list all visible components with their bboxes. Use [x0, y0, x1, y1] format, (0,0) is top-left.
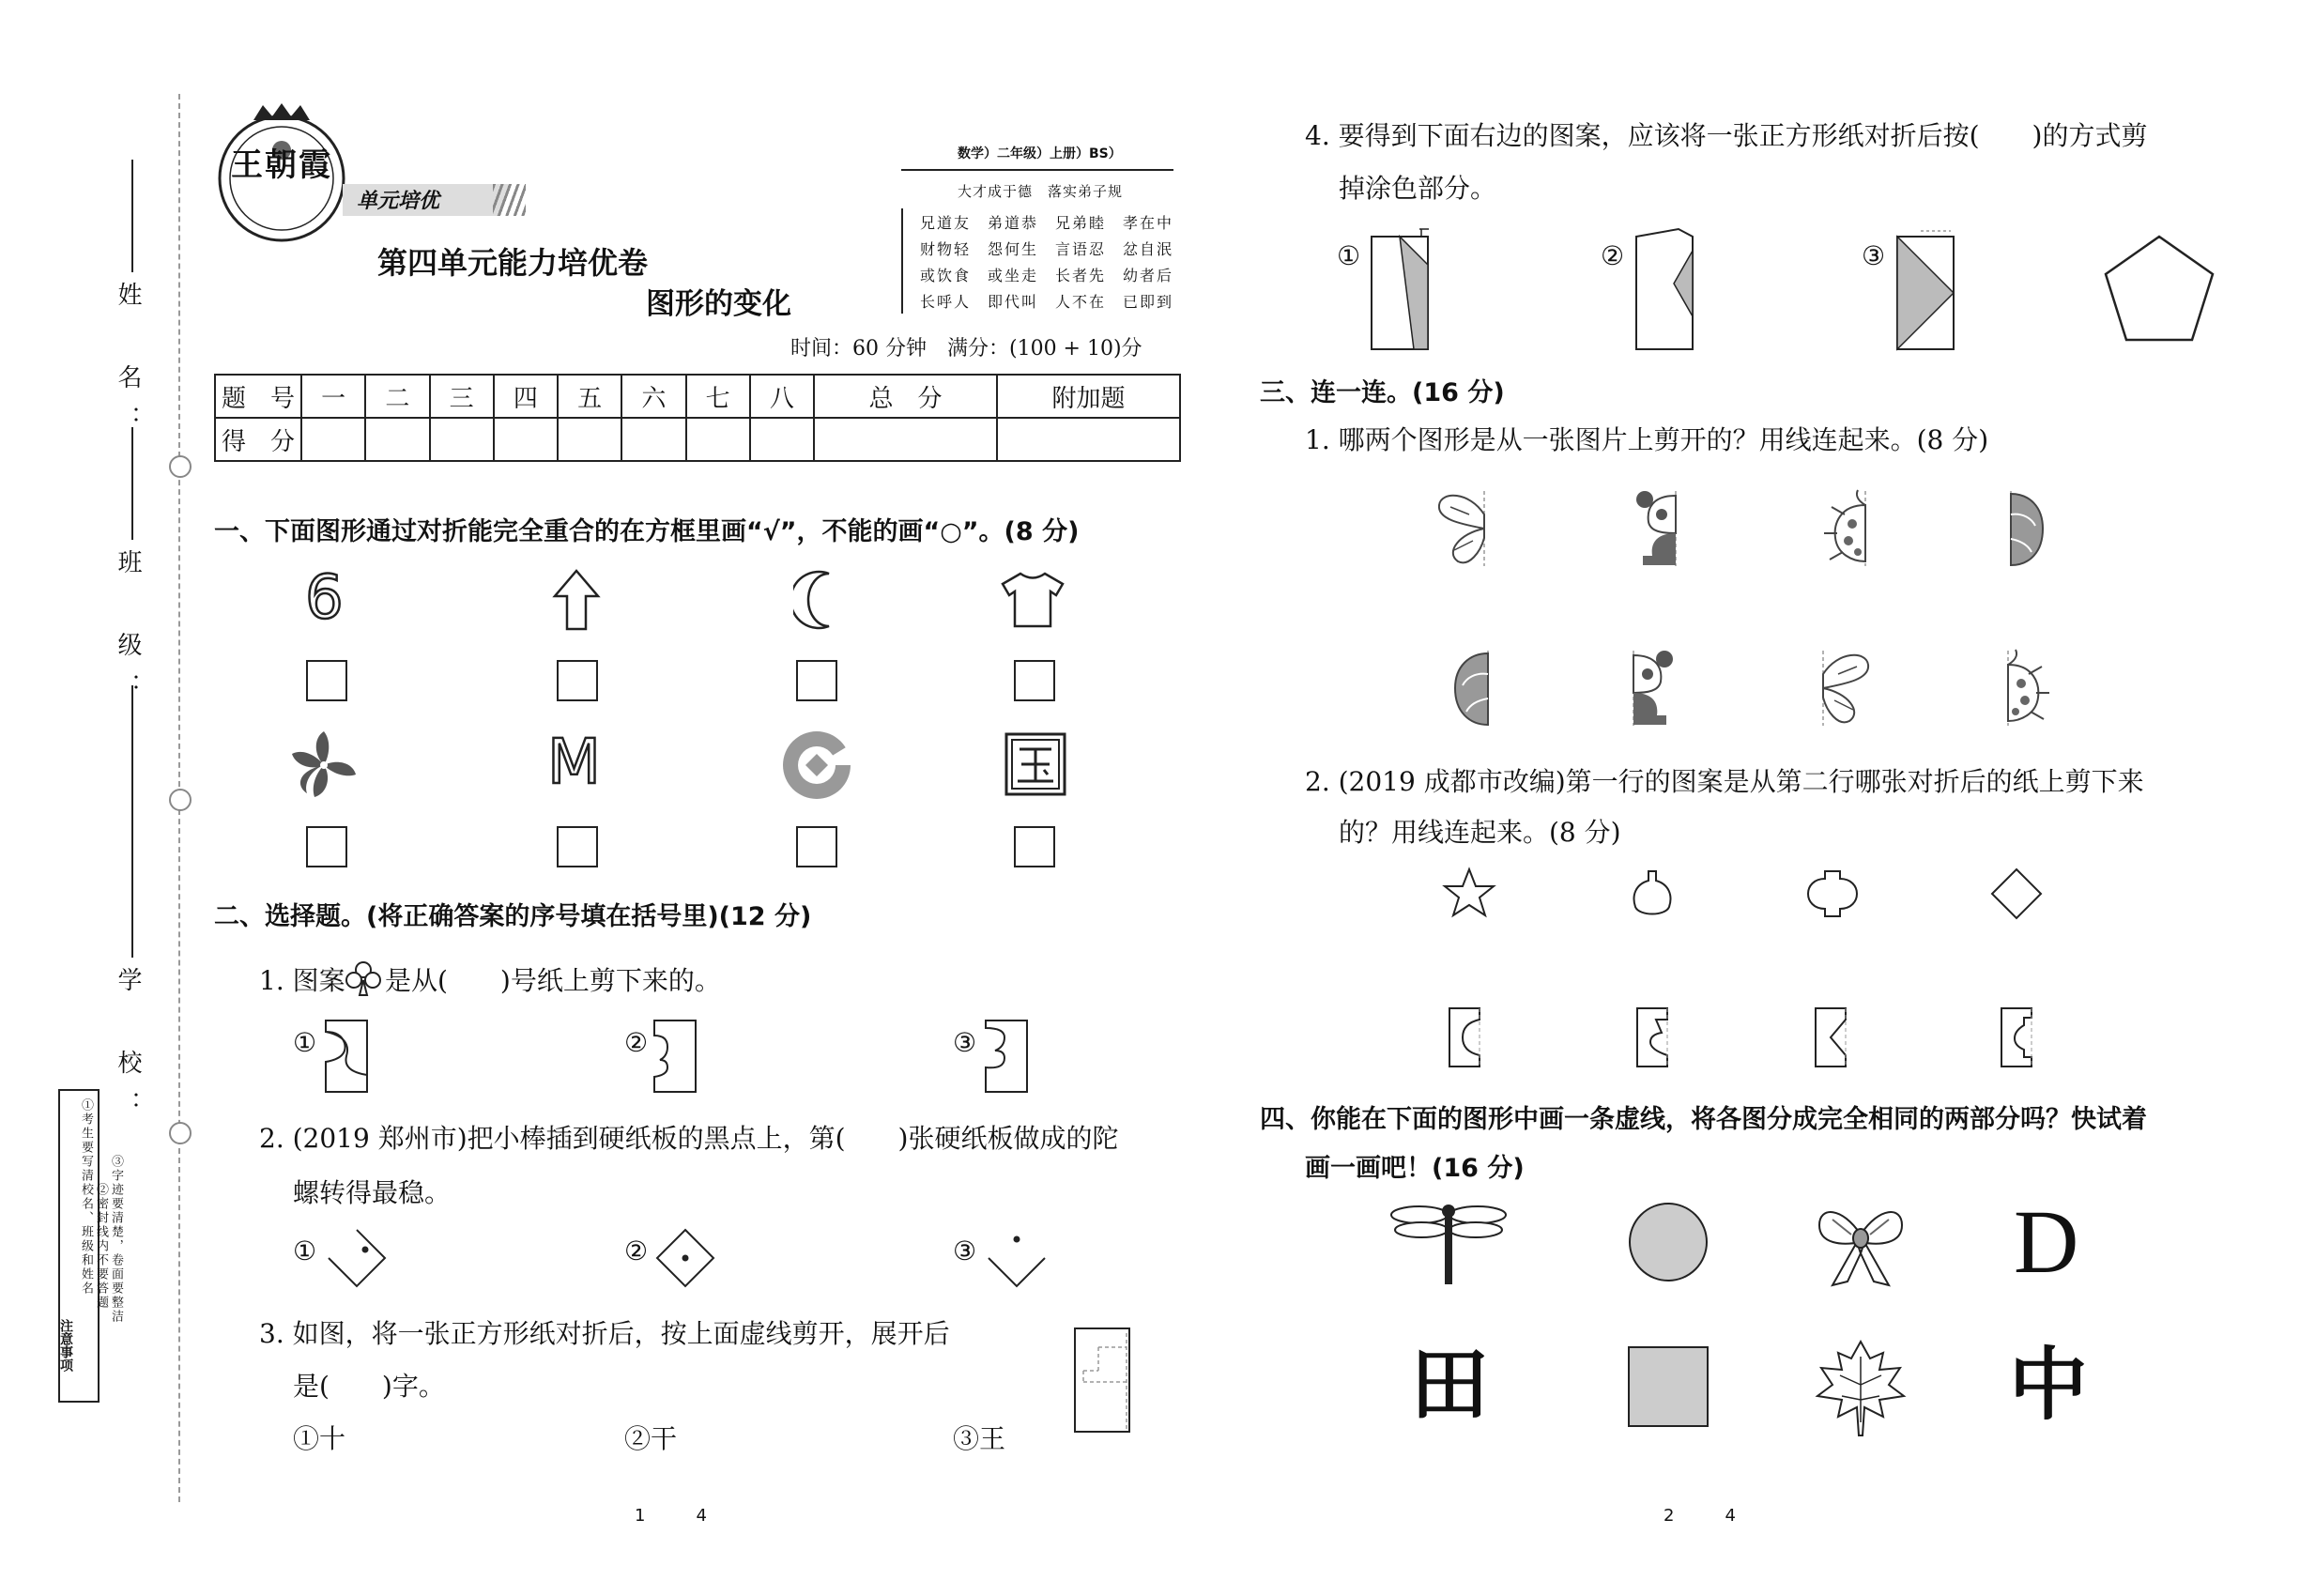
q1-suffix: 是从( )号纸上剪下来的。: [385, 965, 721, 996]
score-header: 五: [558, 375, 621, 418]
top-board-option[interactable]: [652, 1225, 718, 1291]
top-board-option[interactable]: [984, 1225, 1050, 1291]
logo-text: 王朝霞: [231, 146, 332, 184]
section2-title: 二、选择题。(将正确答案的序号填在括号里)(12 分): [214, 902, 812, 931]
q4-option-label[interactable]: ②: [1601, 240, 1625, 271]
poem-line: 长呼人 即代叫 人不在 已即到: [920, 293, 1174, 311]
footer-right: 2 4: [1664, 1506, 1736, 1526]
ladybug-half-icon[interactable]: [1995, 646, 2061, 730]
score-cell[interactable]: [365, 418, 429, 461]
maple-leaf-icon[interactable]: [1814, 1338, 1908, 1441]
fold-cut-option[interactable]: [1367, 227, 1433, 354]
answer-box[interactable]: [796, 660, 837, 701]
score-cell[interactable]: [301, 418, 365, 461]
q4-line2: 掉涂色部分。: [1339, 173, 1497, 204]
tag-label: 单元培优: [357, 190, 440, 213]
star-shape[interactable]: [1441, 866, 1497, 922]
butterfly-half-icon[interactable]: [1432, 486, 1497, 571]
q4-line1: 4. 要得到下面右边的图案，应该将一张正方形纸对折后按( )的方式剪: [1305, 120, 2148, 151]
panda-half-icon[interactable]: [1624, 486, 1690, 571]
score-header: 题 号: [215, 375, 301, 418]
guo-character-icon: [1003, 730, 1068, 798]
cut-paper-option[interactable]: [324, 1019, 371, 1094]
bank-logo-icon: [779, 728, 854, 803]
folded-cut-paper[interactable]: [1446, 1005, 1483, 1070]
letter-m-icon: M: [547, 726, 601, 798]
poem-line: 兄道友 弟道恭 兄弟睦 孝在中: [920, 214, 1174, 232]
lantern-shape[interactable]: [1804, 866, 1861, 922]
score-header: 四: [494, 375, 558, 418]
pentagon-shape: [2098, 227, 2220, 349]
page-subtitle: 图形的变化: [646, 287, 791, 321]
q1-option-label[interactable]: ②: [624, 1027, 649, 1058]
score-header: 八: [750, 375, 814, 418]
folded-cut-paper[interactable]: [1633, 1005, 1671, 1070]
motto: 大才成于德 落实弟子规: [958, 183, 1124, 200]
folded-cut-paper[interactable]: [1812, 1005, 1849, 1070]
score-header: 二: [365, 375, 429, 418]
dragonfly-icon[interactable]: [1388, 1202, 1510, 1286]
answer-box[interactable]: [557, 660, 598, 701]
school-label: 学 校：: [114, 967, 142, 1132]
arrow-up-icon: [551, 568, 602, 632]
q3-option[interactable]: ③王: [953, 1423, 1006, 1454]
score-cell[interactable]: [558, 418, 621, 461]
score-header: 一: [301, 375, 365, 418]
cut-paper-option[interactable]: [984, 1019, 1031, 1094]
answer-box[interactable]: [557, 826, 598, 867]
fold-cut-option[interactable]: [1893, 227, 1958, 354]
section4-title-line1: 四、你能在下面的图形中画一条虚线，将各图分成完全相同的两部分吗？快试着: [1260, 1105, 2147, 1134]
section3-q2-line1: 2. (2019 成都市改编)第一行的图案是从第二行哪张对折后的纸上剪下来: [1305, 766, 2144, 797]
binding-hole: [169, 789, 192, 811]
score-cell[interactable]: [430, 418, 494, 461]
time-line: 时间：60 分钟 满分：(100 + 10)分: [790, 337, 1142, 361]
score-row-label: 得 分: [215, 418, 301, 461]
score-table: [214, 374, 1181, 462]
score-cell[interactable]: [686, 418, 750, 461]
cut-paper-option[interactable]: [652, 1019, 699, 1094]
folded-cut-paper[interactable]: [1998, 1005, 2035, 1070]
square-shape[interactable]: [1626, 1344, 1710, 1429]
class-label: 班 级：: [114, 549, 142, 714]
q2-option-label[interactable]: ①: [293, 1235, 317, 1266]
q2-line1: 2. (2019 郑州市)把小棒插到硬纸板的黑点上，第( )张硬纸板做成的陀: [259, 1123, 1119, 1154]
fold-cut-option[interactable]: [1632, 227, 1697, 354]
section3-title: 三、连一连。(16 分): [1260, 378, 1505, 407]
six-glyph: 6: [305, 563, 344, 633]
footer-left: 1 4: [635, 1506, 707, 1526]
binding-hole: [169, 1122, 192, 1144]
answer-box[interactable]: [306, 660, 347, 701]
class-underline: [131, 427, 133, 540]
score-header: 总 分: [814, 375, 997, 418]
score-cell[interactable]: [814, 418, 997, 461]
folded-paper-figure: [1070, 1324, 1136, 1436]
q1-prefix: 1. 图案: [259, 965, 345, 996]
score-cell[interactable]: [997, 418, 1180, 461]
score-header: 三: [430, 375, 494, 418]
opera-mask-half-icon[interactable]: [2000, 486, 2065, 571]
opera-mask-half-icon[interactable]: [1436, 646, 1502, 730]
top-board-option[interactable]: [324, 1225, 390, 1291]
answer-box[interactable]: [1014, 660, 1055, 701]
header-rule: [901, 169, 1173, 171]
poem-divider: [901, 208, 903, 314]
q1-option-label[interactable]: ③: [953, 1027, 977, 1058]
bauhinia-icon: [286, 728, 361, 803]
answer-box[interactable]: [306, 826, 347, 867]
school-underline: [131, 685, 133, 958]
bow-icon[interactable]: [1814, 1197, 1908, 1291]
notice-item-1: ①考生要写清校名、班级和姓名: [79, 1098, 93, 1296]
poem-line: 或饮食 或坐走 长者先 幼者后: [920, 267, 1174, 284]
score-header: 六: [621, 375, 685, 418]
notice-title: 注意事项: [58, 1319, 73, 1372]
name-label: 姓 名：: [114, 282, 142, 447]
score-header: 七: [686, 375, 750, 418]
q2-option-label[interactable]: ②: [624, 1235, 649, 1266]
club-pattern-icon: [344, 959, 383, 999]
q4-option-label[interactable]: ③: [1862, 240, 1886, 271]
letter-d[interactable]: D: [2014, 1191, 2079, 1292]
tag-stripes: [493, 184, 526, 216]
q4-option-label[interactable]: ①: [1337, 240, 1361, 271]
tian-character[interactable]: 田: [1410, 1339, 1490, 1431]
q1-option-label[interactable]: ①: [293, 1027, 317, 1058]
panda-half-icon[interactable]: [1619, 646, 1685, 730]
score-header: 附加题: [997, 375, 1180, 418]
score-cell[interactable]: [494, 418, 558, 461]
notice-item-2: ②密封线内不要答题: [94, 1183, 108, 1310]
poem-line: 财物轻 怨何生 言语忍 忿自泯: [920, 240, 1174, 258]
butterfly-half-icon[interactable]: [1810, 646, 1876, 730]
tshirt-icon: [1000, 571, 1066, 629]
zhong-character[interactable]: 中: [2009, 1339, 2089, 1431]
q2-option-label[interactable]: ③: [953, 1235, 977, 1266]
q3-option[interactable]: ②干: [624, 1423, 678, 1454]
moon-icon: [793, 570, 840, 630]
q3-line1: 3. 如图，将一张正方形纸对折后，按上面虚线剪开，展开后: [259, 1318, 950, 1349]
notice-item-3: ③字迹要清楚，卷面要整洁: [109, 1155, 123, 1324]
diamond-shape[interactable]: [1988, 866, 2045, 922]
score-cell[interactable]: [750, 418, 814, 461]
binding-hole: [169, 455, 192, 478]
section1-title: 一、下面图形通过对折能完全重合的在方框里画“√”，不能的画“○”。(8 分): [214, 517, 1080, 546]
section4-title-line2: 画一画吧！(16 分): [1305, 1154, 1525, 1183]
gourd-shape[interactable]: [1624, 866, 1680, 922]
name-underline: [131, 160, 133, 272]
section3-q2-line2: 的？用线连起来。(8 分): [1339, 817, 1621, 848]
score-cell[interactable]: [621, 418, 685, 461]
answer-box[interactable]: [1014, 826, 1055, 867]
q3-option[interactable]: ①十: [293, 1423, 346, 1454]
circle-shape[interactable]: [1626, 1200, 1710, 1284]
answer-box[interactable]: [796, 826, 837, 867]
subject-line: 数学）二年级）上册）BS）: [958, 146, 1122, 161]
page-title: 第四单元能力培优卷: [377, 245, 649, 281]
q2-line2: 螺转得最稳。: [293, 1177, 452, 1208]
ladybug-half-icon[interactable]: [1817, 486, 1882, 571]
section3-q1: 1. 哪两个图形是从一张图片上剪开的？用线连起来。(8 分): [1305, 424, 1989, 455]
q3-line2: 是( )字。: [293, 1371, 445, 1402]
